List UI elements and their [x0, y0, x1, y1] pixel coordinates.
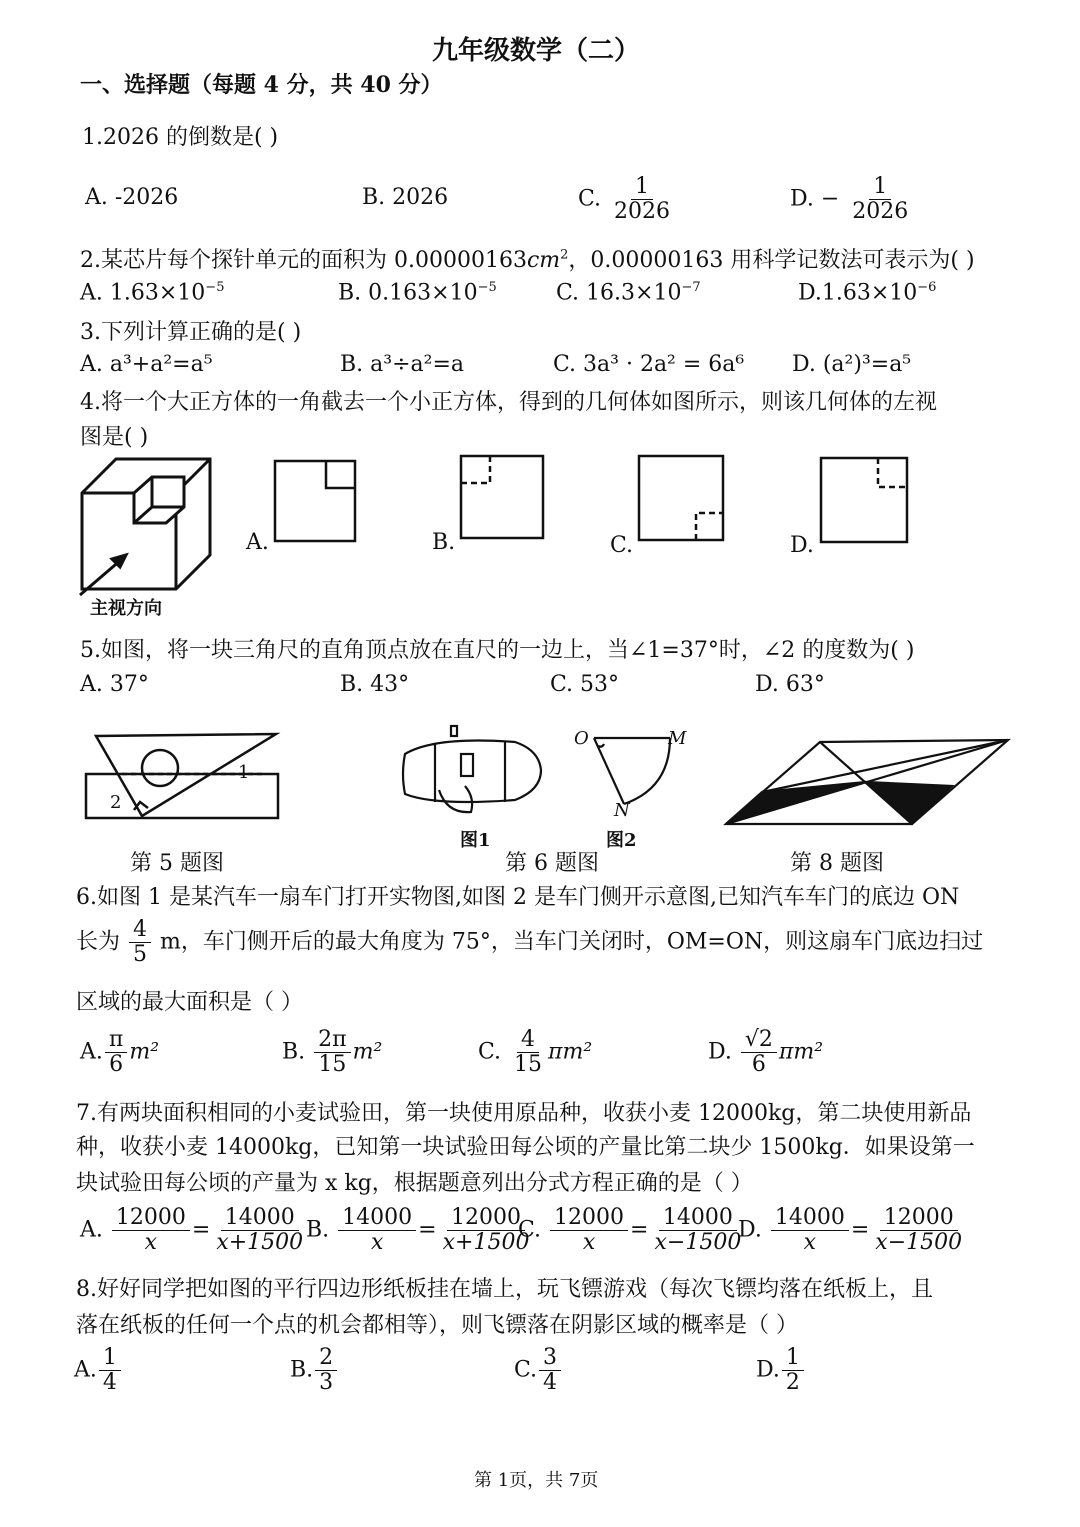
q6-len-num: 4	[129, 918, 151, 943]
q5-option-b: B. 43°	[340, 672, 410, 697]
q5-stem: 5.如图，将一块三角尺的直角顶点放在直尺的一边上，当∠1=37°时，∠2 的度数为( )	[80, 638, 915, 663]
q7-b-n1: 14000	[338, 1206, 416, 1231]
q7-line3: 块试验田每公顷的产量为 x kg，根据题意列出分式方程正确的是（ ）	[76, 1171, 753, 1196]
q3-option-c: C. 3a³ · 2a² = 6a⁶	[553, 352, 745, 377]
q6-d-den: 6	[751, 1052, 766, 1078]
q1-d-fraction	[848, 175, 912, 224]
q7-a-frac-left	[112, 1206, 190, 1255]
q2-stem-a: 2.某芯片每个探针单元的面积为 0.00000163	[80, 248, 527, 273]
fig5-angle-1: 1	[238, 762, 250, 783]
q8-option-b	[290, 1346, 339, 1395]
q6-a-num: π	[105, 1028, 127, 1053]
q6-option-c	[478, 1028, 592, 1077]
q7-d-n1: 14000	[771, 1206, 849, 1231]
q8-d-num: 1	[782, 1346, 804, 1371]
q8-d-den: 2	[785, 1370, 800, 1396]
q8-b-num: 2	[315, 1346, 337, 1371]
q7-option-c: C. $\frac{12000}{x}$ = $\frac{14000}{x-1500}$	[518, 1206, 747, 1255]
q4-option-c-label: C.	[610, 533, 634, 558]
q7-line1: 7.有两块面积相同的小麦试验田，第一块使用原品种，收获小麦 12000kg，第二块使用新品	[76, 1101, 972, 1126]
q1-c-fraction	[610, 175, 674, 224]
q4-option-d-view	[820, 457, 910, 545]
q6-b-fraction	[314, 1028, 350, 1077]
q7-a-n2: 14000	[221, 1206, 299, 1231]
q8-b-den: 3	[319, 1370, 334, 1396]
q6-c-den: 15	[514, 1052, 543, 1078]
q8-a-fraction	[99, 1346, 121, 1395]
q4-option-c-view	[638, 455, 726, 543]
q4-option-a-label: A.	[246, 530, 269, 555]
q7-line2: 种，收获小麦 14000kg，已知第一块试验田每公顷的产量比第二块少 1500kg．如果设第一	[76, 1135, 975, 1160]
q7-b-d2: x+1500	[442, 1230, 530, 1256]
q7-a-label: A.	[80, 1217, 103, 1243]
q7-a-d2: x+1500	[216, 1230, 304, 1256]
q4-cube-figure	[78, 455, 218, 595]
q8-option-a	[74, 1346, 123, 1395]
q6-d-unit: πm²	[778, 1039, 824, 1065]
q7-c-frac-right	[650, 1206, 745, 1255]
fig6-1-label: 图1	[460, 830, 491, 851]
q7-d-d2: x−1500	[875, 1230, 963, 1256]
q1-c-den: 2026	[614, 199, 671, 225]
q7-b-frac-left	[338, 1206, 416, 1255]
q2-a-text: A. 1.63×10	[80, 280, 206, 306]
q2-c-exp: −7	[681, 280, 701, 295]
q2-d-text: D.1.63×10	[798, 280, 918, 306]
q6-b-unit: m²	[352, 1039, 383, 1065]
q6-d-label: D.	[708, 1039, 732, 1065]
q8-b-fraction	[315, 1346, 337, 1395]
q6-line3: 区域的最大面积是（ ）	[76, 990, 303, 1015]
q6-c-num: 4	[517, 1028, 539, 1053]
fig8-parallelogram	[722, 738, 1012, 832]
q3-option-b: B. a³÷a²=a	[340, 352, 465, 377]
fig6-point-N: N	[614, 800, 630, 821]
q8-d-label: D.	[756, 1357, 780, 1383]
q1-option-d	[790, 175, 914, 224]
q7-c-d1: x	[582, 1230, 596, 1256]
q6-line2-a: 长为	[76, 929, 121, 955]
q8-c-fraction	[539, 1346, 561, 1395]
q4-stem-line2: 图是( )	[80, 425, 149, 450]
q7-c-frac-left	[550, 1206, 628, 1255]
fig6-point-M: M	[668, 728, 687, 749]
q7-a-frac-right	[212, 1206, 307, 1255]
q6-b-den: 15	[318, 1052, 347, 1078]
q6-b-label: B.	[282, 1039, 306, 1065]
q8-option-d	[756, 1346, 806, 1395]
q3-option-d: D. (a²)³=a⁵	[792, 352, 912, 377]
q4-option-d-label: D.	[790, 533, 814, 558]
q6-option-d	[708, 1028, 823, 1077]
q2-option-a	[80, 280, 224, 305]
q6-c-label: C.	[478, 1039, 502, 1065]
fig6-point-O: O	[574, 728, 589, 749]
q4-option-a-view	[274, 460, 358, 544]
q2-b-exp: −5	[477, 280, 497, 295]
q8-c-label: C.	[514, 1357, 538, 1383]
q1-stem: 1.2026 的倒数是( )	[82, 125, 279, 150]
q1-option-c	[578, 175, 676, 224]
q2-unit: cm	[526, 248, 561, 273]
q2-a-exp: −5	[205, 280, 225, 295]
q7-d-frac-right	[871, 1206, 966, 1255]
q1-d-num: 1	[869, 175, 891, 200]
q4-stem-line1: 4.将一个大正方体的一角截去一个小正方体，得到的几何体如图所示，则该几何体的左视	[80, 390, 937, 415]
q6-line1: 6.如图 1 是某汽车一扇车门打开实物图,如图 2 是车门侧开示意图,已知汽车车门的底边 ON	[76, 885, 960, 910]
q7-c-d2: x−1500	[654, 1230, 742, 1256]
q8-a-num: 1	[99, 1346, 121, 1371]
fig8-caption: 第 8 题图	[790, 851, 884, 876]
q4-option-b-view	[460, 455, 546, 541]
q2-stem-b: ，0.00000163 用科学记数法可表示为( )	[568, 248, 975, 273]
q7-d-n2: 12000	[880, 1206, 958, 1231]
q6-length-fraction	[129, 918, 151, 967]
fig5-angle-2: 2	[110, 792, 122, 813]
q6-d-num: √2	[741, 1028, 777, 1053]
q2-stem	[80, 243, 975, 274]
q1-c-label: C.	[578, 186, 602, 212]
q2-option-b	[338, 280, 497, 305]
q2-d-exp: −6	[917, 280, 937, 295]
q7-d-d1: x	[803, 1230, 817, 1256]
q6-a-den: 6	[109, 1052, 124, 1078]
q8-c-num: 3	[539, 1346, 561, 1371]
q7-d-label: D.	[738, 1217, 762, 1243]
q7-a-d1: x	[144, 1230, 158, 1256]
q7-option-a: A. $\frac{12000}{x}$ = $\frac{14000}{x+1500}$	[80, 1206, 309, 1255]
fig6-car-figure	[395, 724, 545, 824]
q3-stem: 3.下列计算正确的是( )	[80, 320, 302, 345]
q8-option-c	[514, 1346, 563, 1395]
page-title: 九年级数学（二）	[432, 36, 641, 66]
q6-len-den: 5	[133, 942, 148, 968]
fig6-door-diagram	[590, 732, 674, 812]
q6-option-b	[282, 1028, 382, 1077]
q8-line2: 落在纸板的任何一个点的机会都相等），则飞镖落在阴影区域的概率是（ ）	[76, 1313, 798, 1338]
q8-a-label: A.	[74, 1357, 97, 1383]
q1-option-b: B. 2026	[362, 185, 449, 210]
q1-d-den: 2026	[852, 199, 909, 225]
fig6-2-label: 图2	[606, 830, 637, 851]
q7-b-label: B.	[306, 1217, 330, 1243]
q6-d-fraction	[741, 1028, 777, 1077]
q4-option-b-label: B.	[432, 530, 456, 555]
q6-a-unit: m²	[129, 1039, 160, 1065]
q2-b-text: B. 0.163×10	[338, 280, 478, 306]
q8-line1: 8.好好同学把如图的平行四边形纸板挂在墙上，玩飞镖游戏（每次飞镖均落在纸板上，且	[76, 1277, 933, 1302]
q7-d-frac-left	[771, 1206, 849, 1255]
q3-option-a: A. a³+a²=a⁵	[80, 352, 213, 377]
q1-option-a: A. -2026	[85, 185, 179, 210]
q7-a-n1: 12000	[112, 1206, 190, 1231]
q6-b-num: 2π	[314, 1028, 350, 1053]
q7-option-b: B. $\frac{14000}{x}$ = $\frac{12000}{x+1500}$	[306, 1206, 535, 1255]
q6-line2	[76, 918, 983, 967]
q4-view-direction-label: 主视方向	[90, 598, 162, 619]
q7-option-d: D. $\frac{14000}{x}$ = $\frac{12000}{x-1500}$	[738, 1206, 968, 1255]
q7-c-n1: 12000	[550, 1206, 628, 1231]
q2-unit-sup: 2	[560, 247, 569, 263]
q5-option-a: A. 37°	[80, 672, 149, 697]
q1-d-label: D. −	[790, 186, 840, 212]
page-footer: 第 1页，共 7页	[474, 1470, 599, 1491]
q8-c-den: 4	[543, 1370, 558, 1396]
q6-c-fraction	[510, 1028, 546, 1077]
q8-a-den: 4	[102, 1370, 117, 1396]
q7-b-n2: 12000	[447, 1206, 525, 1231]
section-heading: 一、选择题（每题 4 分，共 40 分）	[80, 72, 443, 98]
q6-c-unit: πm²	[548, 1039, 593, 1065]
q2-option-d	[798, 280, 936, 305]
q5-option-d: D. 63°	[755, 672, 825, 697]
fig6-caption: 第 6 题图	[505, 851, 599, 876]
q6-line2-b: m，车门侧开后的最大角度为 75°，当车门关闭时，OM=ON，则这扇车门底边扫过	[160, 929, 984, 955]
q6-a-label: A.	[80, 1039, 103, 1065]
q7-b-d1: x	[370, 1230, 384, 1256]
fig5-caption: 第 5 题图	[130, 851, 224, 876]
q7-c-n2: 14000	[659, 1206, 737, 1231]
q7-c-label: C.	[518, 1217, 542, 1243]
q6-option-a	[80, 1028, 159, 1077]
q6-a-fraction	[105, 1028, 127, 1077]
q8-b-label: B.	[290, 1357, 314, 1383]
q5-option-c: C. 53°	[550, 672, 620, 697]
q2-option-c	[556, 280, 701, 305]
q2-c-text: C. 16.3×10	[556, 280, 682, 306]
q8-d-fraction	[782, 1346, 804, 1395]
q1-c-num: 1	[631, 175, 653, 200]
